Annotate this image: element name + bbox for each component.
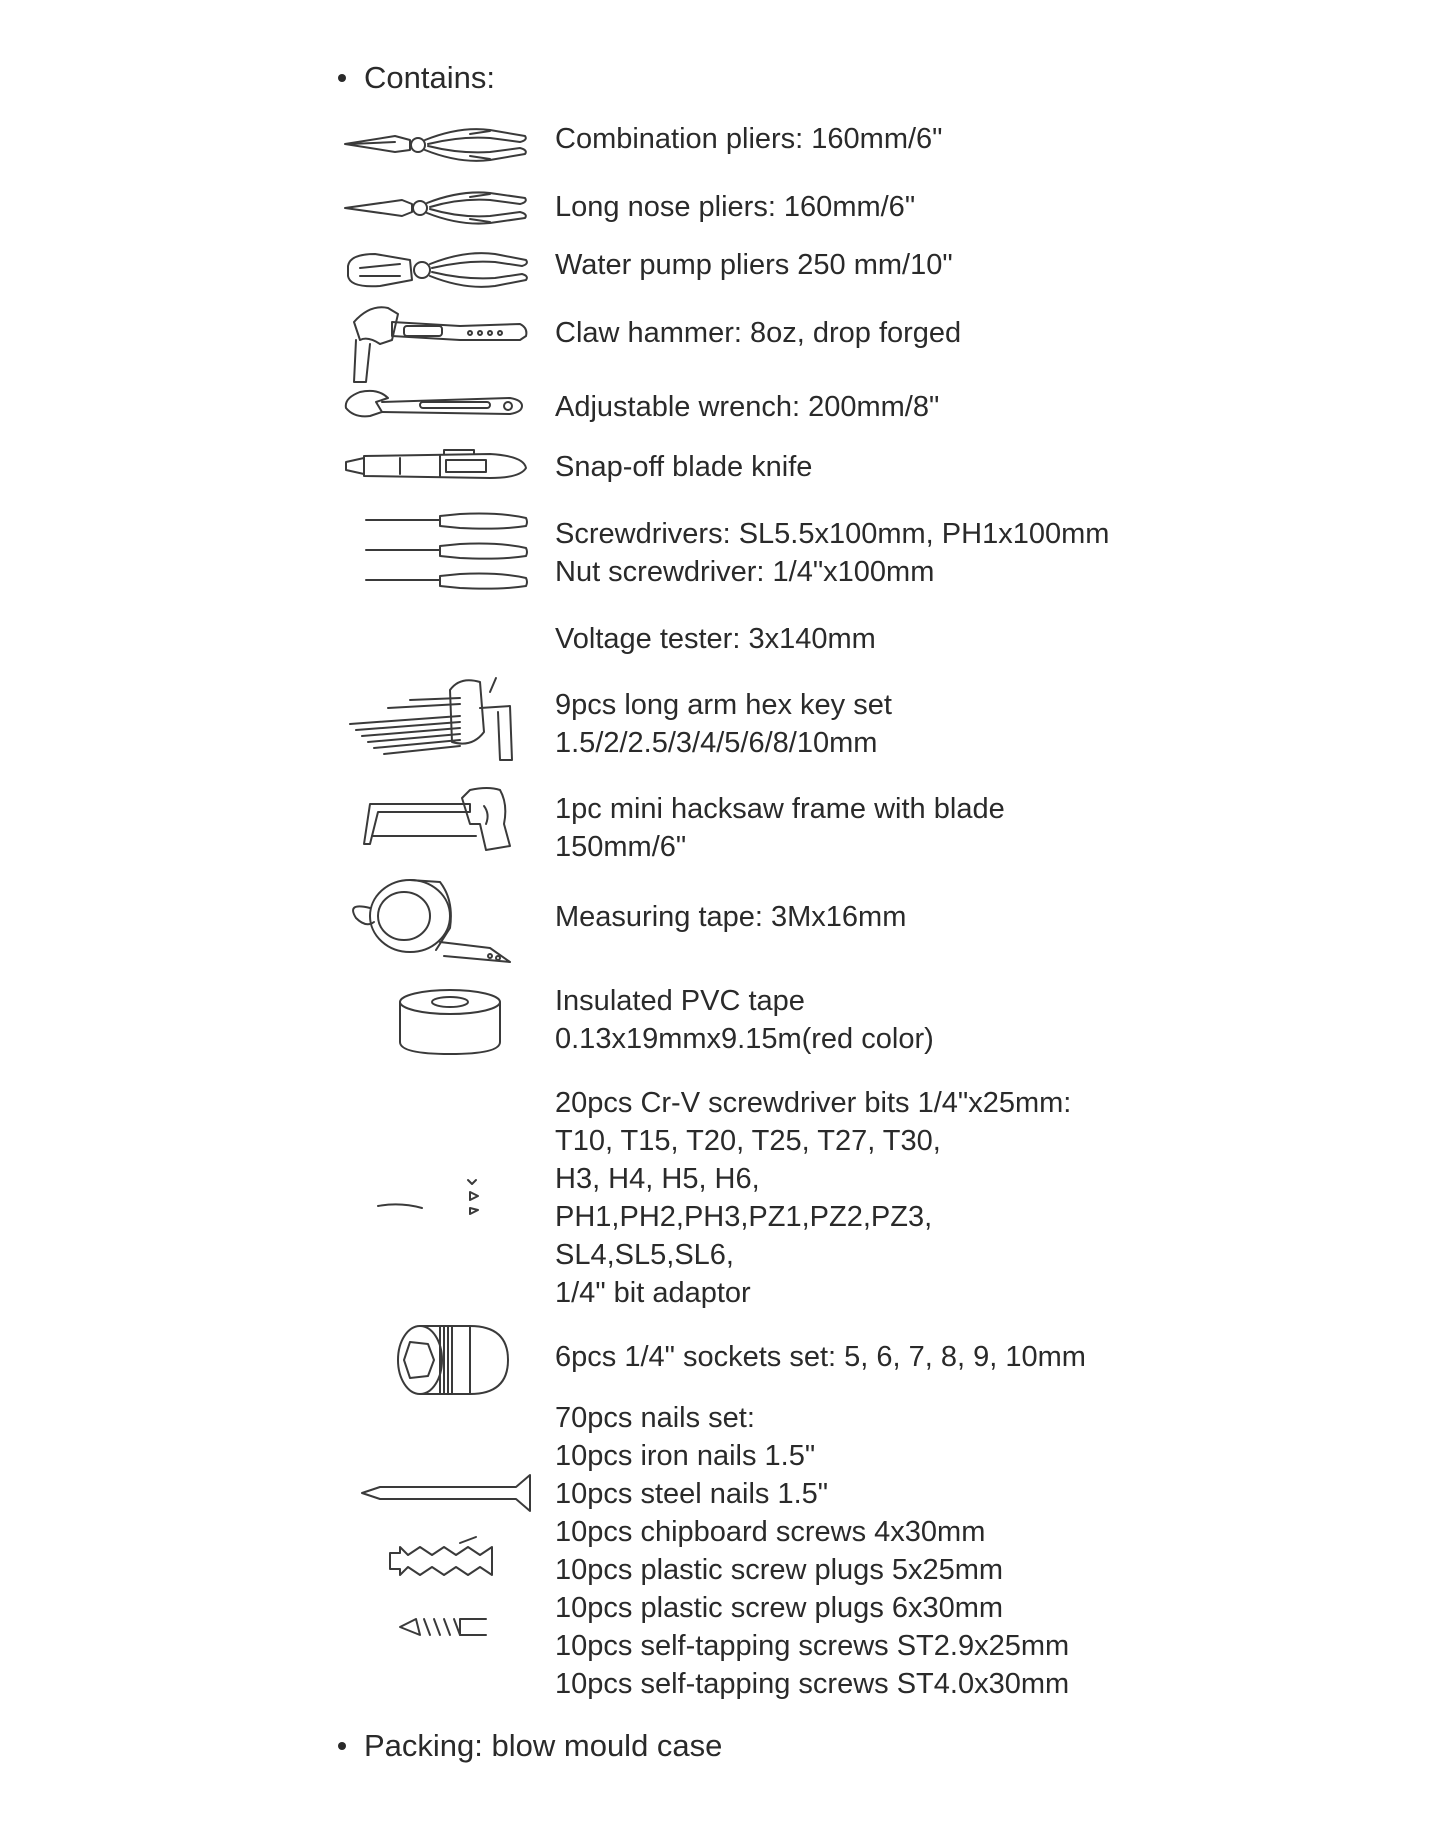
item-line: 1/4" bit adaptor	[555, 1277, 751, 1309]
contains-label: Contains:	[364, 60, 495, 95]
item-line: Insulated PVC tape	[555, 985, 805, 1017]
water-pump-pliers-icon	[340, 246, 530, 296]
item-text	[555, 388, 939, 426]
measuring-tape-icon	[340, 872, 530, 964]
bullet-dot	[338, 1742, 346, 1750]
item-line: 10pcs self-tapping screws ST2.9x25mm	[555, 1630, 1070, 1662]
item-line: 6pcs 1/4" sockets set: 5, 6, 7, 8, 9, 10mm	[555, 1341, 1086, 1373]
item-line: Snap-off blade knife	[555, 451, 813, 483]
item-text	[555, 898, 906, 936]
item-line: Water pump pliers 250 mm/10"	[555, 249, 953, 281]
snap-off-knife-icon	[340, 448, 530, 482]
item-line: 1pc mini hacksaw frame with blade	[555, 793, 1005, 825]
item-line: Measuring tape: 3Mx16mm	[555, 901, 907, 933]
item-text	[555, 448, 812, 486]
hacksaw-icon	[340, 784, 530, 856]
item-line: Screwdrivers: SL5.5x100mm, PH1x100mm	[555, 518, 1110, 550]
long-nose-pliers-icon	[340, 186, 530, 230]
pvc-tape-icon	[340, 988, 530, 1058]
item-line: 10pcs plastic screw plugs 5x25mm	[555, 1554, 1004, 1586]
socket-icon	[340, 1322, 530, 1398]
item-text	[555, 314, 961, 352]
item-line: Combination pliers: 160mm/6"	[555, 123, 943, 155]
item-line: 10pcs self-tapping screws ST4.0x30mm	[555, 1668, 1070, 1700]
item-line: 10pcs plastic screw plugs 6x30mm	[555, 1592, 1004, 1624]
item-text	[555, 620, 876, 658]
item-line: 1.5/2/2.5/3/4/5/6/8/10mm	[555, 727, 878, 759]
packing-label: Packing: blow mould case	[364, 1728, 723, 1763]
item-line: Adjustable wrench: 200mm/8"	[555, 391, 940, 423]
item-line: 10pcs chipboard screws 4x30mm	[555, 1516, 986, 1548]
item-text	[555, 686, 892, 762]
screwdriver-bits-icon	[340, 1172, 530, 1222]
item-line: Long nose pliers: 160mm/6"	[555, 191, 916, 223]
bullet-dot	[338, 74, 346, 82]
item-text	[555, 1084, 1071, 1312]
item-line: PH1,PH2,PH3,PZ1,PZ2,PZ3,	[555, 1201, 933, 1233]
claw-hammer-icon	[340, 300, 530, 386]
item-text	[555, 982, 934, 1058]
adjustable-wrench-icon	[340, 388, 530, 424]
item-line: 9pcs long arm hex key set	[555, 689, 892, 721]
item-text	[555, 246, 953, 284]
item-text	[555, 1338, 1086, 1376]
item-line: SL4,SL5,SL6,	[555, 1239, 734, 1271]
item-line: T10, T15, T20, T25, T27, T30,	[555, 1125, 941, 1157]
item-line: 0.13x19mmx9.15m(red color)	[555, 1023, 934, 1055]
item-text	[555, 790, 1005, 866]
item-text	[555, 120, 942, 158]
packing-heading	[338, 1728, 722, 1764]
item-line: H3, H4, H5, H6,	[555, 1163, 760, 1195]
item-text	[555, 188, 915, 226]
item-line: 10pcs steel nails 1.5"	[555, 1478, 829, 1510]
item-line: 20pcs Cr-V screwdriver bits 1/4"x25mm:	[555, 1087, 1072, 1119]
hex-key-set-icon	[340, 672, 530, 762]
item-line: 150mm/6"	[555, 831, 687, 863]
item-line: Voltage tester: 3x140mm	[555, 623, 876, 655]
item-line: Claw hammer: 8oz, drop forged	[555, 317, 962, 349]
item-line: 10pcs iron nails 1.5"	[555, 1440, 816, 1472]
nails-screws-plugs-icon	[340, 1471, 530, 1671]
item-text	[555, 515, 1109, 591]
screwdrivers-icon	[340, 508, 530, 594]
item-line: 70pcs nails set:	[555, 1402, 755, 1434]
combination-pliers-icon	[340, 122, 530, 168]
contains-heading	[338, 60, 495, 96]
item-text	[555, 1399, 1069, 1703]
item-line: Nut screwdriver: 1/4"x100mm	[555, 556, 935, 588]
